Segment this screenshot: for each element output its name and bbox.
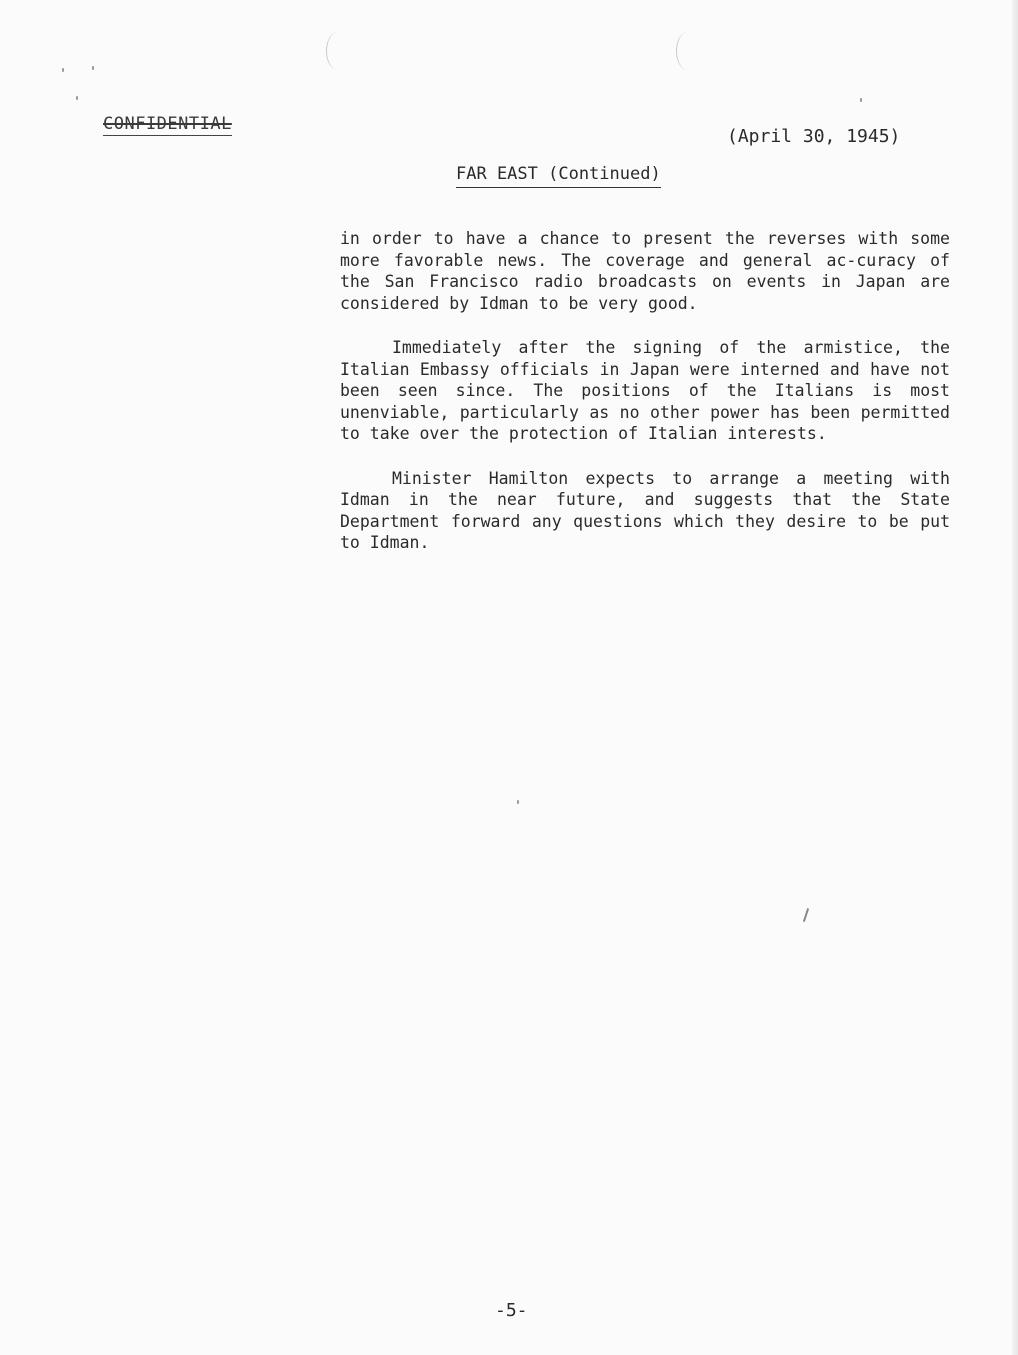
section-title: FAR EAST (Continued) xyxy=(456,164,661,188)
punch-hole-mark-left xyxy=(326,32,349,70)
paragraph-continued: in order to have a chance to present the reverses with some more favorable news. The coverage and general ac-curacy of the San Francisco radio broadcasts on events in Japan are considered by Idman to be very good. xyxy=(340,229,950,313)
scan-speck xyxy=(92,66,94,70)
page-number: -5- xyxy=(495,1300,528,1321)
document-date: (April 30, 1945) xyxy=(727,126,901,147)
page-edge-shadow xyxy=(1012,0,1018,1355)
scan-speck xyxy=(517,800,519,804)
pencil-mark xyxy=(803,908,809,922)
document-body xyxy=(340,228,950,577)
paragraph-minister-hamilton: Minister Hamilton expects to arrange a meeting with Idman in the near future, and suggests that the State Department forward any questions which they desire to be put to Idman. xyxy=(340,468,950,552)
scan-speck xyxy=(860,98,862,102)
scan-speck xyxy=(76,96,78,100)
scan-speck xyxy=(62,68,64,72)
classification-marking: CONFIDENTIAL xyxy=(103,114,232,134)
paragraph-italian-embassy: Immediately after the signing of the armistice, the Italian Embassy officials in Japan were interned and have not been seen since. The positions of the Italians is most unenviable, particularly as no other power has been permitted to take over the protection of Italian interests. xyxy=(340,338,950,443)
punch-hole-mark-right xyxy=(676,32,699,70)
